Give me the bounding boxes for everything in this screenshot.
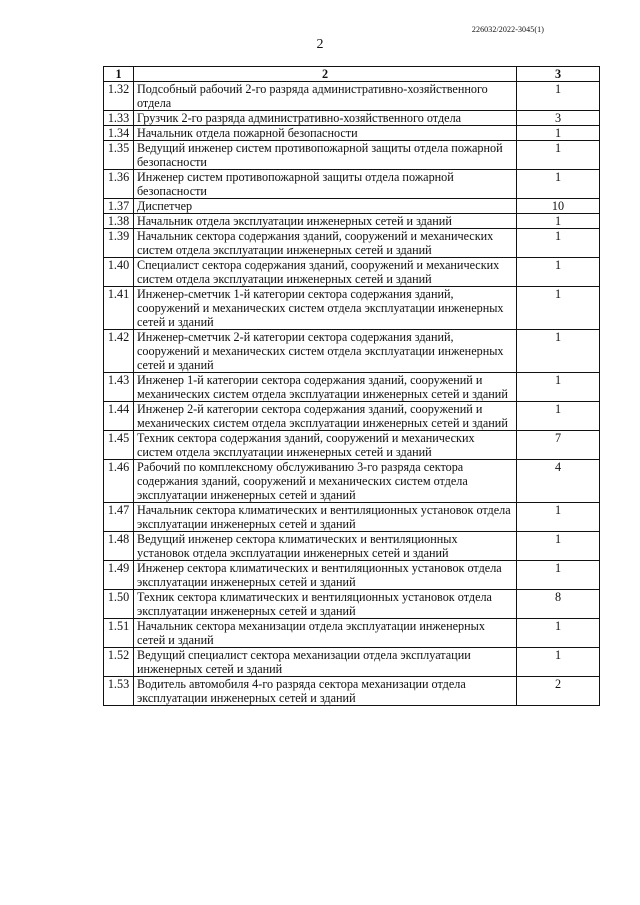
table-row xyxy=(104,561,600,590)
row-position-name: Инженер 2-й категории сектора содержания зданий, сооружений и механических систем отдела эксплуатации инженерных сетей и зданий xyxy=(134,402,517,431)
row-count: 3 xyxy=(517,111,600,126)
table-row xyxy=(104,330,600,373)
row-position-name: Техник сектора содержания зданий, сооружений и механических систем отдела эксплуатации инженерных сетей и зданий xyxy=(134,431,517,460)
row-count: 1 xyxy=(517,141,600,170)
row-count: 4 xyxy=(517,460,600,503)
row-count: 1 xyxy=(517,619,600,648)
row-position-name: Диспетчер xyxy=(134,199,517,214)
table-row xyxy=(104,431,600,460)
table-row xyxy=(104,503,600,532)
row-position-name: Инженер-сметчик 1-й категории сектора содержания зданий, сооружений и механических систем отдела эксплуатации инженерных сетей и зданий xyxy=(134,287,517,330)
row-count: 1 xyxy=(517,126,600,141)
row-position-name: Ведущий инженер систем противопожарной защиты отдела пожарной безопасности xyxy=(134,141,517,170)
row-position-name: Начальник сектора содержания зданий, сооружений и механических систем отдела эксплуатации инженерных сетей и зданий xyxy=(134,229,517,258)
row-position-name: Рабочий по комплексному обслуживанию 3-го разряда сектора содержания зданий, сооружений и механических систем отдела эксплуатации инженерных сетей и зданий xyxy=(134,460,517,503)
table-row xyxy=(104,141,600,170)
row-position-name: Подсобный рабочий 2-го разряда административно-хозяйственного отдела xyxy=(134,82,517,111)
table-row xyxy=(104,532,600,561)
row-position-name: Начальник сектора механизации отдела эксплуатации инженерных сетей и зданий xyxy=(134,619,517,648)
row-number: 1.36 xyxy=(104,170,134,199)
row-position-name: Техник сектора климатических и вентиляционных установок отдела эксплуатации инженерных сетей и зданий xyxy=(134,590,517,619)
row-number: 1.51 xyxy=(104,619,134,648)
row-count: 1 xyxy=(517,229,600,258)
row-position-name: Инженер систем противопожарной защиты отдела пожарной безопасности xyxy=(134,170,517,199)
table-row xyxy=(104,170,600,199)
row-number: 1.34 xyxy=(104,126,134,141)
row-number: 1.38 xyxy=(104,214,134,229)
row-count: 1 xyxy=(517,373,600,402)
row-count: 7 xyxy=(517,431,600,460)
row-count: 1 xyxy=(517,503,600,532)
table-row xyxy=(104,402,600,431)
row-count: 10 xyxy=(517,199,600,214)
table-row xyxy=(104,111,600,126)
row-position-name: Инженер-сметчик 2-й категории сектора содержания зданий, сооружений и механических систем отдела эксплуатации инженерных сетей и зданий xyxy=(134,330,517,373)
row-position-name: Ведущий специалист сектора механизации отдела эксплуатации инженерных сетей и зданий xyxy=(134,648,517,677)
row-number: 1.46 xyxy=(104,460,134,503)
row-number: 1.53 xyxy=(104,677,134,706)
row-position-name: Начальник сектора климатических и вентиляционных установок отдела эксплуатации инженерных сетей и зданий xyxy=(134,503,517,532)
row-position-name: Водитель автомобиля 4-го разряда сектора механизации отдела эксплуатации инженерных сетей и зданий xyxy=(134,677,517,706)
row-position-name: Грузчик 2-го разряда административно-хозяйственного отдела xyxy=(134,111,517,126)
row-position-name: Инженер сектора климатических и вентиляционных установок отдела эксплуатации инженерных сетей и зданий xyxy=(134,561,517,590)
row-count: 2 xyxy=(517,677,600,706)
row-count: 1 xyxy=(517,648,600,677)
row-count: 1 xyxy=(517,330,600,373)
table-row xyxy=(104,126,600,141)
row-number: 1.43 xyxy=(104,373,134,402)
table-row xyxy=(104,373,600,402)
table-row xyxy=(104,229,600,258)
row-number: 1.52 xyxy=(104,648,134,677)
row-number: 1.42 xyxy=(104,330,134,373)
row-count: 1 xyxy=(517,82,600,111)
row-number: 1.50 xyxy=(104,590,134,619)
document-number: 226032/2022-3045(1) xyxy=(471,25,544,34)
row-number: 1.39 xyxy=(104,229,134,258)
table-row xyxy=(104,287,600,330)
row-count: 8 xyxy=(517,590,600,619)
row-number: 1.35 xyxy=(104,141,134,170)
row-number: 1.47 xyxy=(104,503,134,532)
row-number: 1.41 xyxy=(104,287,134,330)
row-position-name: Начальник отдела пожарной безопасности xyxy=(134,126,517,141)
column-header-3: 3 xyxy=(517,67,600,82)
table-row xyxy=(104,258,600,287)
column-header-1: 1 xyxy=(104,67,134,82)
row-count: 1 xyxy=(517,287,600,330)
table-row xyxy=(104,590,600,619)
row-number: 1.40 xyxy=(104,258,134,287)
table-row xyxy=(104,619,600,648)
row-number: 1.33 xyxy=(104,111,134,126)
row-number: 1.48 xyxy=(104,532,134,561)
table-row xyxy=(104,214,600,229)
row-count: 1 xyxy=(517,170,600,199)
row-count: 1 xyxy=(517,561,600,590)
table-row xyxy=(104,648,600,677)
row-position-name: Начальник отдела эксплуатации инженерных сетей и зданий xyxy=(134,214,517,229)
row-position-name: Ведущий инженер сектора климатических и вентиляционных установок отдела эксплуатации инженерных сетей и зданий xyxy=(134,532,517,561)
row-count: 1 xyxy=(517,532,600,561)
table-row xyxy=(104,677,600,706)
row-position-name: Инженер 1-й категории сектора содержания зданий, сооружений и механических систем отдела эксплуатации инженерных сетей и зданий xyxy=(134,373,517,402)
table-header-row xyxy=(104,67,600,82)
page-number: 2 xyxy=(316,37,324,52)
row-number: 1.49 xyxy=(104,561,134,590)
table-row xyxy=(104,82,600,111)
row-number: 1.44 xyxy=(104,402,134,431)
row-position-name: Специалист сектора содержания зданий, сооружений и механических систем отдела эксплуатации инженерных сетей и зданий xyxy=(134,258,517,287)
table-row xyxy=(104,460,600,503)
staff-table xyxy=(103,66,600,706)
row-count: 1 xyxy=(517,402,600,431)
column-header-2: 2 xyxy=(134,67,517,82)
row-number: 1.45 xyxy=(104,431,134,460)
table-row xyxy=(104,199,600,214)
row-count: 1 xyxy=(517,214,600,229)
row-number: 1.32 xyxy=(104,82,134,111)
row-number: 1.37 xyxy=(104,199,134,214)
row-count: 1 xyxy=(517,258,600,287)
